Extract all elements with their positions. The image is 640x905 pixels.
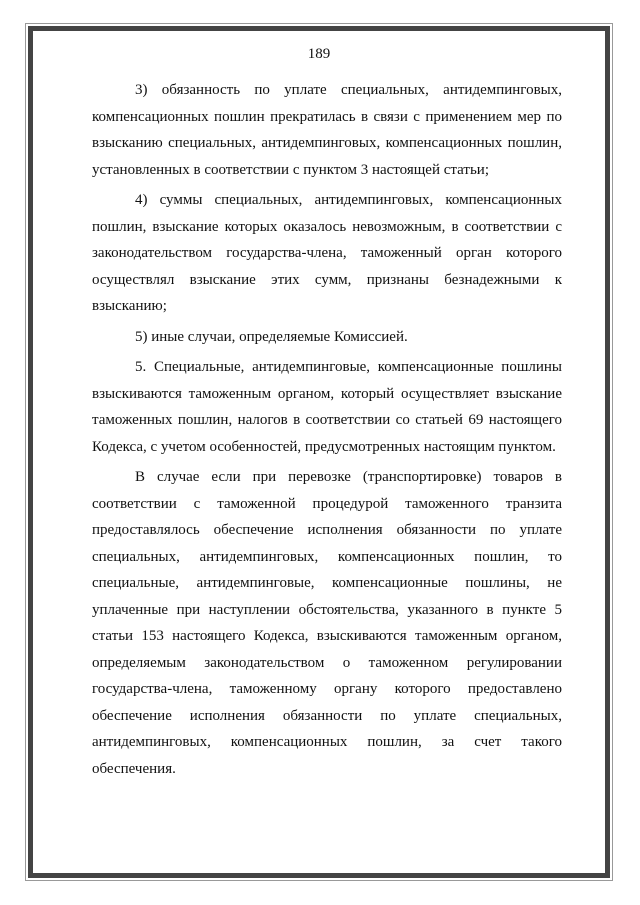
paragraph-item-5: 5) иные случаи, определяемые Комиссией. (135, 328, 408, 345)
paragraph-item-3: 3) обязанность по уплате специальных, антидемпинговых, компенсационных пошлин прекратилась в связи с применением мер по взысканию специальных, антидемпинговых, компенсационных пошлин, установленных в соответствии с пунктом 3 настоящей статьи; (92, 82, 562, 178)
page-number: 189 (307, 46, 331, 62)
page-body (92, 77, 562, 782)
document-page (28, 26, 610, 878)
paragraph-transit-security: В случае если при перевозке (транспортировке) товаров в соответствии с таможенной процедурой таможенного транзита предоставлялось обеспечение исполнения обязанности по уплате специальных, антидемпинговых, компенсационных пошлин, то специальные, антидемпинговые, компенсационные пошлины, не уплаченные при наступлении обстоятельства, указанного в пункте 5 статьи 153 настоящего Кодекса, взыскиваются таможенным органом, определяемым законодательством о таможенном регулировании государства-члена, таможенному органу которого предоставлено обеспечение исполнения обязанности по уплате специальных, антидемпинговых, компенсационных пошлин, за счет такого обеспечения. (92, 469, 562, 777)
paragraph-clause-5: 5. Специальные, антидемпинговые, компенсационные пошлины взыскиваются таможенным органом, который осуществляет взыскание таможенных пошлин, налогов в соответствии со статьей 69 настоящего Кодекса, с учетом особенностей, предусмотренных настоящим пунктом. (92, 359, 562, 455)
paragraph-item-4: 4) суммы специальных, антидемпинговых, компенсационных пошлин, взыскание которых оказалось невозможным, в соответствии с законодательством государства-члена, таможенный орган которого осуществлял взыскание этих сумм, признаны безнадежными к взысканию; (92, 192, 562, 314)
